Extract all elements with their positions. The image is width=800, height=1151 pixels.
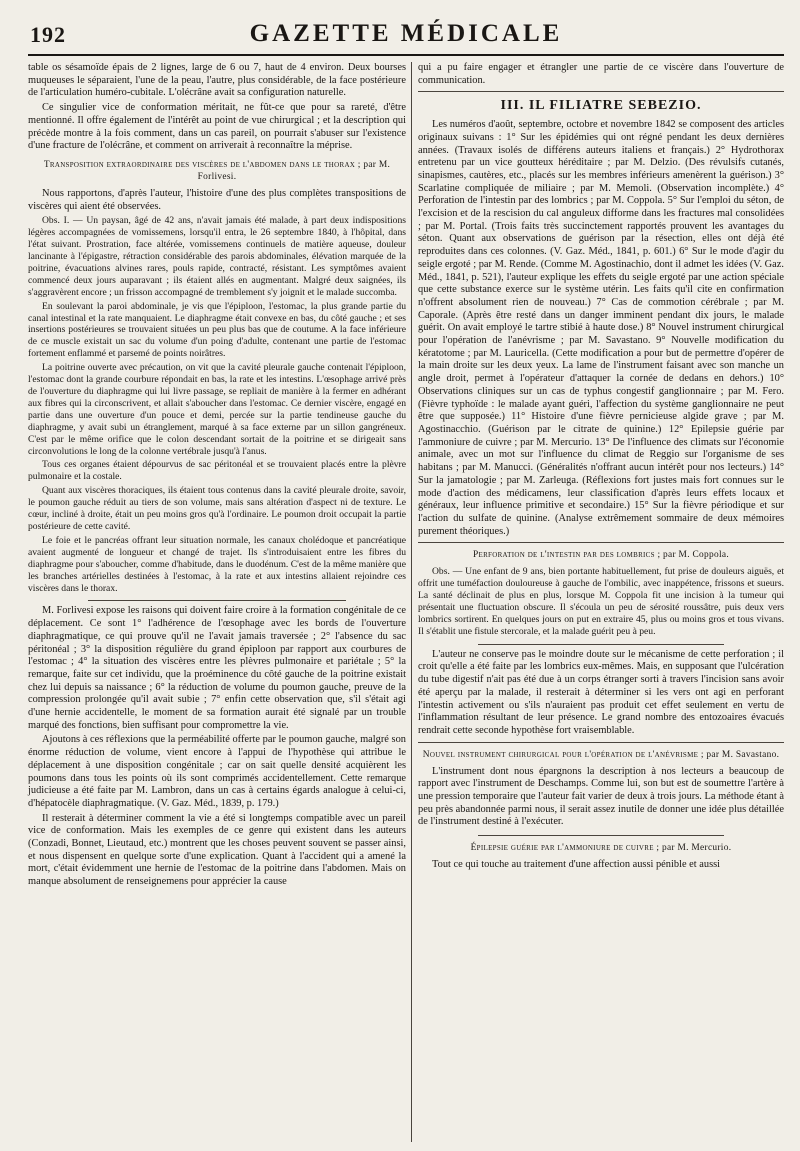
- separator-rule: [418, 542, 784, 543]
- paragraph: Ce singulier vice de conformation méritait, ne fût-ce que pour sa rareté, d'être mentionné. Il offre également de l'intérêt au point de vue chirurgical ; et la description qui précède montre à la fois comment, dans un cas pareil, on pourrait s'abuser sur l'existence d'une fracture de l'olécrâne, et comment on arriverait à reconnaître la méprise.: [28, 102, 406, 152]
- article-heading-title: Transposition extraordinaire des viscères de l'abdomen dans le thorax ;: [43, 159, 364, 170]
- observation-paragraph: Tous ces organes étaient dépourvus de sac péritonéal et se trouvaient placés entre la plèvre pulmonaire et la costale.: [28, 459, 406, 483]
- article-heading-title: Perforation de l'intestin par des lombrics ;: [472, 550, 664, 561]
- separator-rule: [418, 742, 784, 743]
- observation-paragraph: Quant aux viscères thoraciques, ils étaient tous contenus dans la cavité pleurale droite, savoir, le poumon gauche réduit au tiers de son volume, mais sans altération d'aspect ni de texture. Le cœur, incliné à droite, était un peu moins gros qu'à l'ordinaire. Le poumon droit occupait la partie postérieure de cette cavité.: [28, 485, 406, 532]
- article-heading-title: Épilepsie guérie par l'ammoniure de cuivre ;: [470, 843, 662, 854]
- observation-paragraph: La poitrine ouverte avec précaution, on vit que la cavité pleurale gauche contenait l'épiploon, l'estomac dont la grande courbure répondait en bas, la rate et les intestins. L'œsophage arrivé près de l'ouverture du diaphragme qui lui livre passage, se repliait de manière à la fermer en adhérant aux fibres qui la circonscrivent, et allait s'aboucher dans l'estomac. Ce dernier viscère, engagé en partie dans une ouverture d'un pouce et demi, percée sur la partie tendineuse gauche du diaphragme, y avait subi un étranglement, marqué à sa face externe par un sillon gangréneux. C'est par le même orifice que le colon descendant sortait de la poitrine et se dirigeait sans circonvolutions le long de la colonne vertébrale jusqu'à l'anus.: [28, 362, 406, 457]
- paragraph: L'instrument dont nous épargnons la description à nos lecteurs a beaucoup de rapport avec l'instrument de Deschamps. Comme lui, son but est de soumettre l'artère à une pression temporaire que l'auteur fait varier de deux à trois jours. La méthode étant à peu près abandonnée parmi nous, il serait assez inutile de donner une idée plus détaillée de l'instrument destiné à l'exécuter.: [418, 765, 784, 828]
- article-heading: [418, 842, 784, 854]
- paragraph: Ajoutons à ces réflexions que la perméabilité offerte par le poumon gauche, malgré son énorme réduction de volume, vient encore à l'appui de l'hypothèse qui attribue le déplacement à une disposition congénitale ; car on sait quelle densité acquièrent les poumons dans tous les points où ils sont comprimés accidentellement. Cette remarque judicieuse a été faite par M. Lambron, dans un cas à certains égards analogue à celui-ci, d'hépatocèle diaphragmatique. (V. Gaz. Méd., 1839, p. 179.): [28, 734, 406, 809]
- page-header: [28, 18, 784, 56]
- paragraph: Nous rapportons, d'après l'auteur, l'histoire d'une des plus complètes transpositions de viscères qui aient été observées.: [28, 187, 406, 212]
- paragraph: qui a pu faire engager et étrangler une partie de ce viscère dans l'ouverture de communication.: [418, 62, 784, 86]
- page-number: 192: [30, 22, 66, 47]
- article-heading-author: par M. Mercurio.: [661, 843, 732, 854]
- separator-rule: [478, 644, 724, 645]
- paragraph: Les numéros d'août, septembre, octobre et novembre 1842 se composent des articles originaux suivans : 1° Sur les épidémies qui ont régné pendant les deux dernières années. (Travaux isolés de différens auteurs italiens et français.) 2° Hydrothorax entretenu par un vice goutteux héréditaire ; par M. Delzio. (Des révulsifs cutanés, sinapismes, cautères, etc., placés sur les membres inférieurs amenèrent la guérison.) 3° Scarlatine compliquée de miliaire ; par M. Memoli. (Observation incomplète.) 4° Perforation de l'intestin par des lombrics ; par M. Coppola. 5° Sur l'emploi du séton, de l'excision et de la rescision du cal anguleux difforme dans les fractures mal consolidées ; par M. Portal. (Trois faits très succinctement rapportés prouvent les avantages du séton. Quant aux observations de guérison par la résection, elles ont déjà été reproduites dans ces colonnes. (V. Gaz. Méd., 1841, p. 601.) 6° Sur le mode d'agir du seigle ergoté ; par M. Rende. (Comme M. Agostinachio, dont il admet les idées (V. Gaz. Méd., 1841, p. 521), l'auteur explique les effets du seigle ergoté par une action spéciale que cette substance exerce sur le système utérin. Les faits qu'il cite en confirmation n'offrent absolument rien de nouveau.) 7° Cas de commotion cérébrale ; par M. Caporale. (Après être resté dans un danger imminent pendant dix jours, le malade guérit. On avait employé le tartre stibié à haute dose.) 8° Nouvel instrument chirurgical pour l'opération de l'anévrisme ; par M. Savastano. 9° Nouvelle modification du kératotome ; par M. Lauricella. (Cette modification a pour but de permettre d'opérer de la main droite sur les deux yeux. La lame de l'instrument faisant avec son manche un angle droit, permet à l'opérateur d'attaquer la cornée de dedans en dehors.) 10° Observations cliniques sur un cas de typhus congestif ganglionnaire ; par M. Fero. (Fièvre typhoïde : le malade ayant guéri, l'affection du système ganglionnaire ne peut être que supposée.) 11° Histoire d'une fièvre pernicieuse algide grave ; par M. Agostinacchio. (Guérison par le citrate de quinine.) 12° Epilepsie guérie par l'ammoniure de cuivre ; par M. Mercurio. 13° De l'influence des climats sur l'économie animale, avec un mot sur l'influence du climat de Reggio sur l'organisme de ses habitans ; par M. Manucci. (Généralités n'offrant aucun intérêt pour nos lecteurs.) 14° Sur la jamatologie ; par M. Zarleuga. (Réflexions fort justes mais fort connues sur le mode d'action des médicamens, leur classification d'après leurs effets locaux et généraux, leur influence primitive et secondaire.) 15° Sur la fièvre périodique et sur l'action du sulfate de quinine. (Analyse extrêmement sommaire de deux mémoires purement théoriques.): [418, 119, 784, 537]
- right-column: [418, 62, 784, 874]
- paragraph: Il resterait à déterminer comment la vie a été si longtemps compatible avec un pareil vice de conformation. Mais les exemples de ce genre qui existent dans les auteurs (Conzadi, Bonnet, Lieutaud, etc.) montrent que les choses peuvent souvent se passer ainsi, et nous dispensent en quelque sorte d'une explication. Quant à l'accident qui a amené la mort, c'était évidemment une hernie de l'estomac de la poitrine dans l'abdomen. Mais on manque absolument de renseignemens pour apprécier la cause: [28, 812, 406, 888]
- article-heading: [28, 159, 406, 183]
- paragraph: table os sésamoïde épais de 2 lignes, large de 6 ou 7, haut de 4 environ. Deux bourses muqueuses le séparaient, l'une de la peau, l'autre, plus considérable, de la face postérieure de l'articulation huméro-cubitale. L'olécrâne avait sa configuration naturelle.: [28, 62, 406, 99]
- article-heading: [418, 549, 784, 561]
- separator-rule: [88, 600, 346, 601]
- observation-paragraph: Le foie et le pancréas offrant leur situation normale, les canaux cholédoque et pancréatique avaient augmenté de longueur et changé de trajet. Ils s'introduisaient entre les fibres du diaphragme pour s'aboucher, comme d'habitude, dans le duodénum. C'est de la même manière que les branches artérielles destinées à l'estomac, à la rate et aux intestins allaient rejoindre ces viscères dans le thorax.: [28, 534, 406, 594]
- article-heading-author: par M. Savastano.: [706, 749, 780, 760]
- observation-paragraph: Obs. — Une enfant de 9 ans, bien portante habituellement, fut prise de douleurs aiguës, et offrit une tuméfaction douloureuse à gauche de l'ombilic, avec inappétence, frissons et sueurs. La santé déclinait de plus en plus, lorsque M. Coppola fit une incision à la tumeur qui présentait une fluctuation obscure. Il s'écoula un peu de sérosité roussâtre, puis deux vers lombrics sortirent. En quelques jours on put en extraire 45, plus ou moins gros et tous vivans. Il s'établit une fistule stercorale, et la malade guérit peu à peu.: [418, 566, 784, 637]
- separator-rule: [478, 835, 724, 836]
- paragraph: M. Forlivesi expose les raisons qui doivent faire croire à la formation congénitale de ce déplacement. Ce sont 1° l'adhérence de l'œsophage avec les bords de l'ouverture diaphragmatique, ce qui prouve qu'il ne l'avait jamais traversée ; 2° l'absence du sac péritonéal ; 3° la disposition régulière du grand épiploon par rapport aux courbures de l'estomac ; 4° la situation des viscères entre les plèvres pulmonaire et pariétale ; 5° la remarque, faite sur cet individu, que la proéminence du côté gauche de la poitrine existait chez lui depuis sa naissance ; 6° la réduction de volume du poumon gauche, preuve de la compression prolongée qu'il avait subie ; 7° enfin cette observation que, s'il s'était agi d'une hernie accidentelle, le moment de sa formation aurait été signalé par un trouble marqué des fonctions, bien suffisant pour compromettre la vie.: [28, 605, 406, 731]
- observation-paragraph: En soulevant la paroi abdominale, je vis que l'épiploon, l'estomac, la plus grande partie du canal intestinal et la rate manquaient. Le diaphragme était convexe en bas, du côté gauche ; et ses insertions postérieures se trouvaient situées un peu plus bas que de coutume. A la face inférieure de ce muscle existait un sac du volume d'un poing d'adulte, contenant une partie de l'estomac fortement enflammé et parsemé de points noirâtres.: [28, 300, 406, 360]
- article-heading-author: par M. Coppola.: [663, 550, 729, 561]
- observation-paragraph: Obs. I. — Un paysan, âgé de 42 ans, n'avait jamais été malade, à part deux indispositions légères accompagnées de vomissemens, lorsqu'il entra, le 26 septembre 1840, à l'hôpital, dans l'état suivant. Prostration, face altérée, vomissemens continuels de matière aqueuse, douleur lancinante à l'épigastre, rétraction considérable des parois abdominales, élévation marquée de la poitrine, évacuations alvines rares, pouls rapide, contracté, résistant. Les symptômes avaient commencé deux jours auparavant ; ils étaient allés en augmentant. Malgré deux saignées, ils s'aggravèrent encore ; un frisson accompagné de tremblement s'y joignit et le malade succomba.: [28, 215, 406, 298]
- separator-rule: [418, 91, 784, 92]
- paragraph: Tout ce qui touche au traitement d'une affection aussi pénible et aussi: [432, 859, 721, 871]
- article-heading-title: Nouvel instrument chirurgical pour l'opération de l'anévrisme ;: [422, 749, 707, 760]
- column-divider: [411, 62, 412, 1142]
- section-title: III. IL FILIATRE SEBEZIO.: [500, 98, 702, 114]
- masthead-title: GAZETTE MÉDICALE: [249, 20, 563, 47]
- left-column: [28, 62, 406, 891]
- paragraph: L'auteur ne conserve pas le moindre doute sur le mécanisme de cette perforation ; il croit qu'elle a été faite par les lombrics eux-mêmes. Mais, en supposant que l'ulcération du tube digestif n'ait pas été due à un corps étranger sorti à travers l'incision sans avoir été aperçu par la malade, il resterait à déterminer si les vers ont agi en perforant l'intestin activement ou s'ils n'auraient pas produit cet effet seulement en vertu de l'inflammation résultant de leur présence. Le grand nombre des entozoaires évacués rendrait cette seconde hypothèse fort vraisemblable.: [418, 648, 784, 736]
- article-heading: [418, 749, 784, 761]
- article-heading-author: par M. Forlivesi.: [197, 159, 391, 182]
